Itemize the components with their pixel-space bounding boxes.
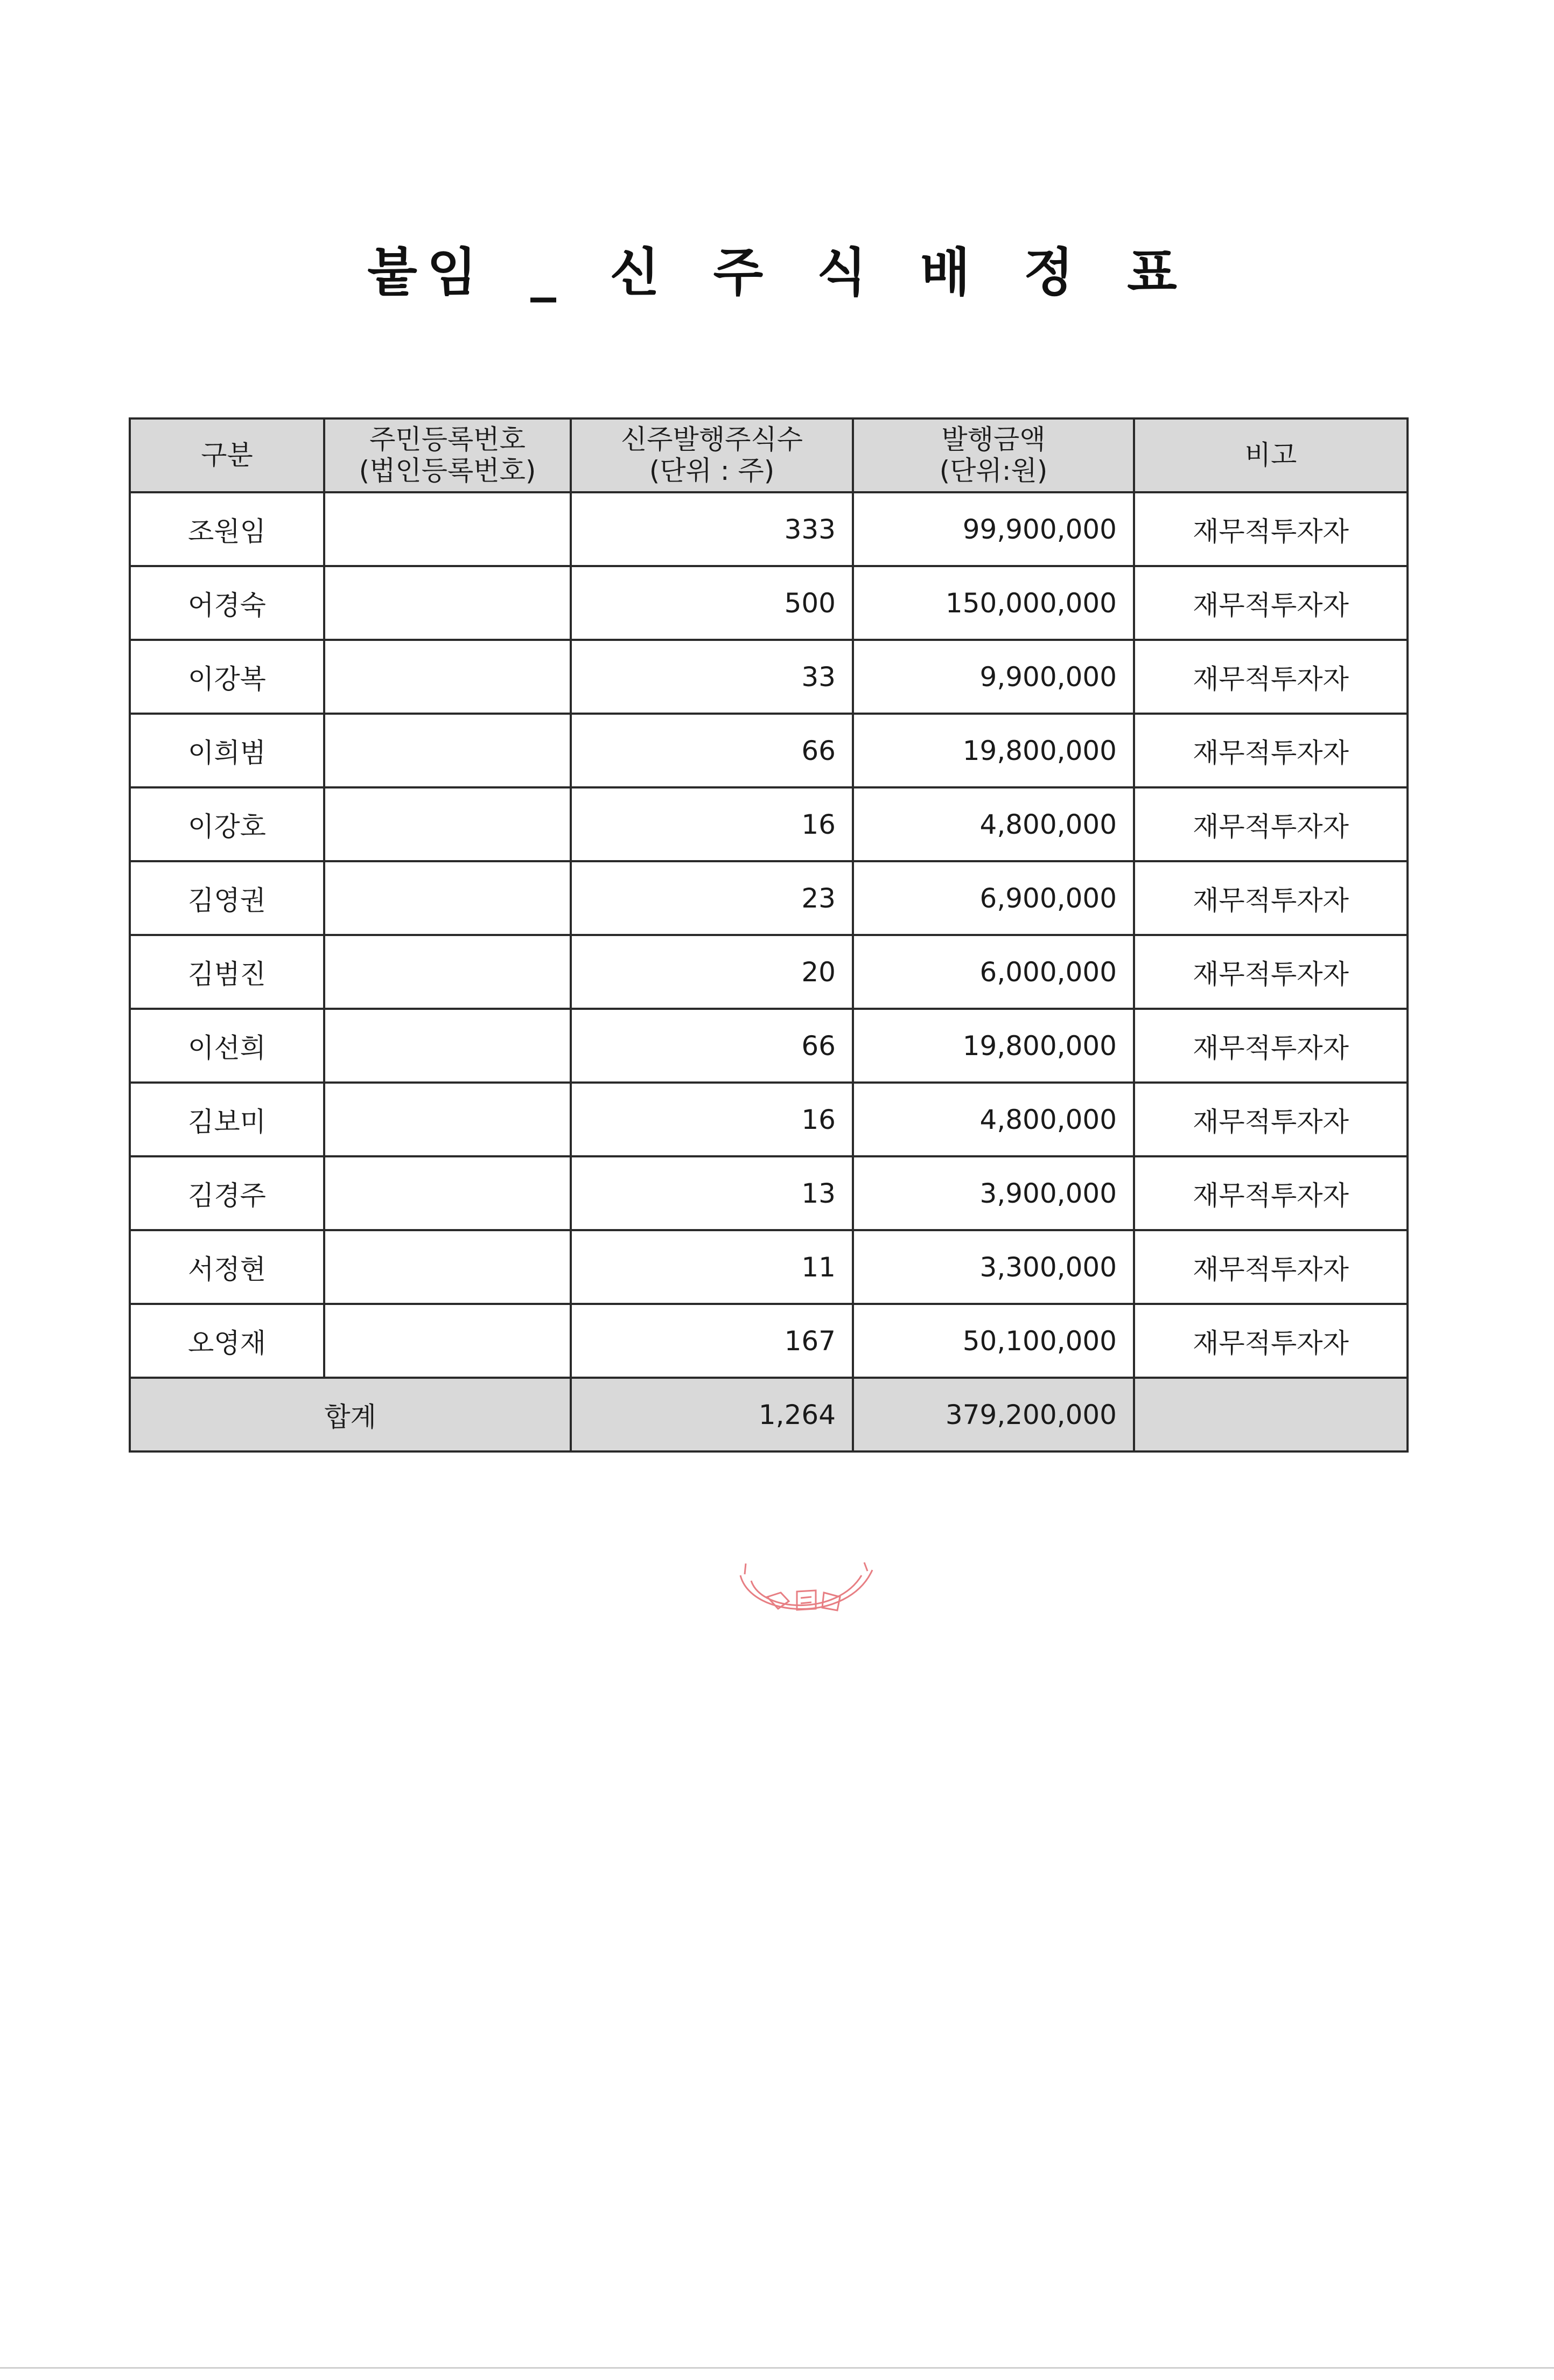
table-row: [130, 861, 1408, 935]
cell-note: 재무적투자자: [1134, 1230, 1408, 1304]
cell-note: 재무적투자자: [1134, 787, 1408, 861]
share-allocation-table: [129, 417, 1409, 1453]
cell-note: 재무적투자자: [1134, 1304, 1408, 1378]
cell-shares: 16: [571, 1083, 853, 1156]
header-registration-number-line2: (법인등록번호): [359, 455, 536, 486]
table-header-row: [130, 418, 1408, 492]
header-note: 비고: [1134, 418, 1408, 492]
table-row: [130, 1156, 1408, 1230]
cell-name: 어경숙: [130, 566, 324, 640]
cell-amount: 50,100,000: [853, 1304, 1134, 1378]
cell-amount: 3,300,000: [853, 1230, 1134, 1304]
header-registration-number-line1: 주민등록번호: [369, 424, 526, 455]
cell-shares: 13: [571, 1156, 853, 1230]
cell-note: 재무적투자자: [1134, 714, 1408, 787]
cell-amount: 4,800,000: [853, 1083, 1134, 1156]
table-row: [130, 787, 1408, 861]
cell-shares: 16: [571, 787, 853, 861]
cell-note: 재무적투자자: [1134, 861, 1408, 935]
header-issue-amount-line1: 발행금액: [941, 424, 1046, 455]
table-row: [130, 1304, 1408, 1378]
total-label: 합계: [130, 1378, 571, 1451]
cell-shares: 66: [571, 1009, 853, 1083]
cell-name: 김범진: [130, 935, 324, 1009]
cell-shares: 167: [571, 1304, 853, 1378]
cell-name: 김보미: [130, 1083, 324, 1156]
cell-note: 재무적투자자: [1134, 935, 1408, 1009]
total-shares: 1,264: [571, 1378, 853, 1451]
cell-name: 이강호: [130, 787, 324, 861]
cell-shares: 66: [571, 714, 853, 787]
header-registration-number: [324, 418, 571, 492]
cell-note: 재무적투자자: [1134, 492, 1408, 566]
cell-registration-number: [324, 1009, 571, 1083]
cell-name: 이강복: [130, 640, 324, 714]
cell-note: 재무적투자자: [1134, 1083, 1408, 1156]
cell-note: 재무적투자자: [1134, 640, 1408, 714]
page-bottom-rule: [0, 2367, 1554, 2369]
cell-name: 이선희: [130, 1009, 324, 1083]
cell-registration-number: [324, 1083, 571, 1156]
cell-amount: 4,800,000: [853, 787, 1134, 861]
cell-name: 이희범: [130, 714, 324, 787]
header-category: 구분: [130, 418, 324, 492]
table-row: [130, 640, 1408, 714]
cell-shares: 20: [571, 935, 853, 1009]
cell-amount: 6,000,000: [853, 935, 1134, 1009]
cell-registration-number: [324, 787, 571, 861]
table-row: [130, 935, 1408, 1009]
total-row: [130, 1378, 1408, 1451]
table-row: [130, 1230, 1408, 1304]
cell-registration-number: [324, 1304, 571, 1378]
table-row: [130, 1009, 1408, 1083]
total-amount: 379,200,000: [853, 1378, 1134, 1451]
cell-name: 오영재: [130, 1304, 324, 1378]
cell-registration-number: [324, 861, 571, 935]
cell-shares: 23: [571, 861, 853, 935]
cell-note: 재무적투자자: [1134, 566, 1408, 640]
cell-registration-number: [324, 935, 571, 1009]
table-row: [130, 566, 1408, 640]
cell-registration-number: [324, 640, 571, 714]
total-note: [1134, 1378, 1408, 1451]
cell-shares: 11: [571, 1230, 853, 1304]
cell-shares: 500: [571, 566, 853, 640]
cell-amount: 19,800,000: [853, 714, 1134, 787]
cell-note: 재무적투자자: [1134, 1156, 1408, 1230]
cell-name: 김경주: [130, 1156, 324, 1230]
cell-amount: 19,800,000: [853, 1009, 1134, 1083]
table-row: [130, 1083, 1408, 1156]
table-row: [130, 492, 1408, 566]
cell-registration-number: [324, 566, 571, 640]
red-seal-stamp-icon: [730, 1559, 880, 1640]
cell-name: 서정현: [130, 1230, 324, 1304]
cell-shares: 33: [571, 640, 853, 714]
cell-amount: 150,000,000: [853, 566, 1134, 640]
header-issue-amount-line2: (단위:원): [939, 455, 1048, 486]
cell-name: 조원임: [130, 492, 324, 566]
header-new-shares-line1: 신주발행주식수: [620, 424, 803, 455]
page-title: 붙임 _ 신 주 식 배 정 표: [367, 242, 1187, 303]
header-issue-amount: [853, 418, 1134, 492]
cell-shares: 333: [571, 492, 853, 566]
cell-registration-number: [324, 1156, 571, 1230]
cell-amount: 99,900,000: [853, 492, 1134, 566]
cell-amount: 6,900,000: [853, 861, 1134, 935]
cell-registration-number: [324, 492, 571, 566]
cell-amount: 9,900,000: [853, 640, 1134, 714]
cell-amount: 3,900,000: [853, 1156, 1134, 1230]
cell-registration-number: [324, 714, 571, 787]
header-new-shares-line2: (단위 : 주): [649, 455, 775, 486]
header-new-shares: [571, 418, 853, 492]
cell-note: 재무적투자자: [1134, 1009, 1408, 1083]
cell-name: 김영권: [130, 861, 324, 935]
table-row: [130, 714, 1408, 787]
cell-registration-number: [324, 1230, 571, 1304]
